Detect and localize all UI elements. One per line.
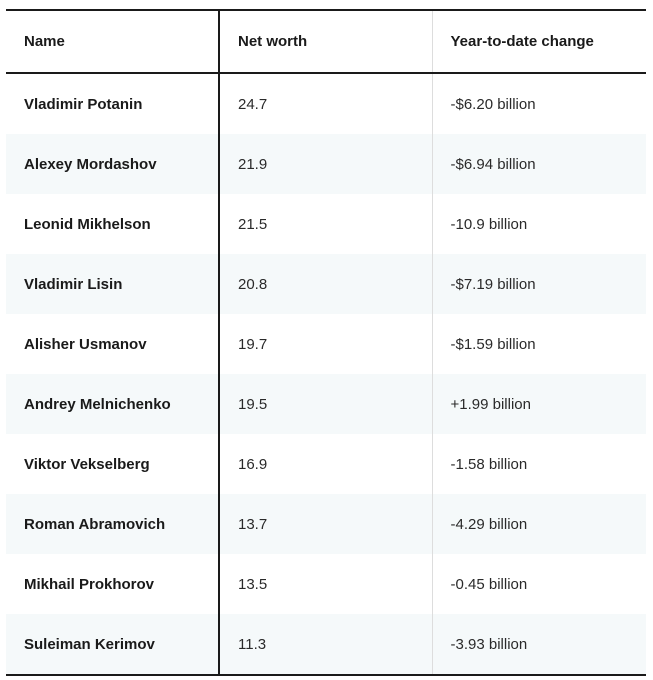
header-ytd-change: Year-to-date change [432,11,646,73]
cell-name: Leonid Mikhelson [6,194,219,254]
table-row [6,73,646,134]
net-worth-table-container [6,9,646,676]
cell-net-worth: 20.8 [219,254,432,314]
cell-name: Viktor Vekselberg [6,434,219,494]
net-worth-table [6,11,646,674]
cell-ytd-change: -4.29 billion [432,494,646,554]
cell-net-worth: 21.5 [219,194,432,254]
table-row [6,554,646,614]
cell-ytd-change: -1.58 billion [450,455,528,473]
cell-net-worth: 11.3 [219,614,432,674]
cell-name: Mikhail Prokhorov [6,554,219,614]
cell-ytd-change: -$1.59 billion [450,335,536,353]
cell-ytd-change: +1.99 billion [432,374,646,434]
cell-name: Vladimir Potanin [6,73,219,134]
cell-net-worth: 13.7 [219,494,432,554]
table-row [6,194,646,254]
cell-ytd-change: -10.9 billion [450,215,528,233]
table-row [6,134,646,194]
cell-ytd-change: -$7.19 billion [432,254,646,314]
table-row [6,494,646,554]
table-row [6,254,646,314]
table-row [6,614,646,674]
header-row [6,11,646,73]
cell-ytd-change: -$6.20 billion [450,95,536,113]
cell-net-worth: 19.5 [219,374,432,434]
cell-ytd-change: -0.45 billion [450,575,528,593]
cell-ytd-change: -3.93 billion [432,614,646,674]
cell-name: Roman Abramovich [6,494,219,554]
cell-net-worth: 13.5 [219,554,432,614]
table-body [6,73,646,674]
cell-net-worth: 19.7 [219,314,432,374]
table-row [6,374,646,434]
cell-name: Alisher Usmanov [6,314,219,374]
cell-name: Andrey Melnichenko [6,374,219,434]
cell-net-worth: 24.7 [219,73,432,134]
cell-name: Alexey Mordashov [6,134,219,194]
header-name: Name [6,11,219,73]
cell-net-worth: 16.9 [219,434,432,494]
cell-net-worth: 21.9 [219,134,432,194]
cell-ytd-change: -$6.94 billion [432,134,646,194]
table-row [6,314,646,374]
cell-name: Vladimir Lisin [6,254,219,314]
cell-name: Suleiman Kerimov [6,614,219,674]
table-row [6,434,646,494]
table-header [6,11,646,73]
header-net-worth: Net worth [219,11,432,73]
